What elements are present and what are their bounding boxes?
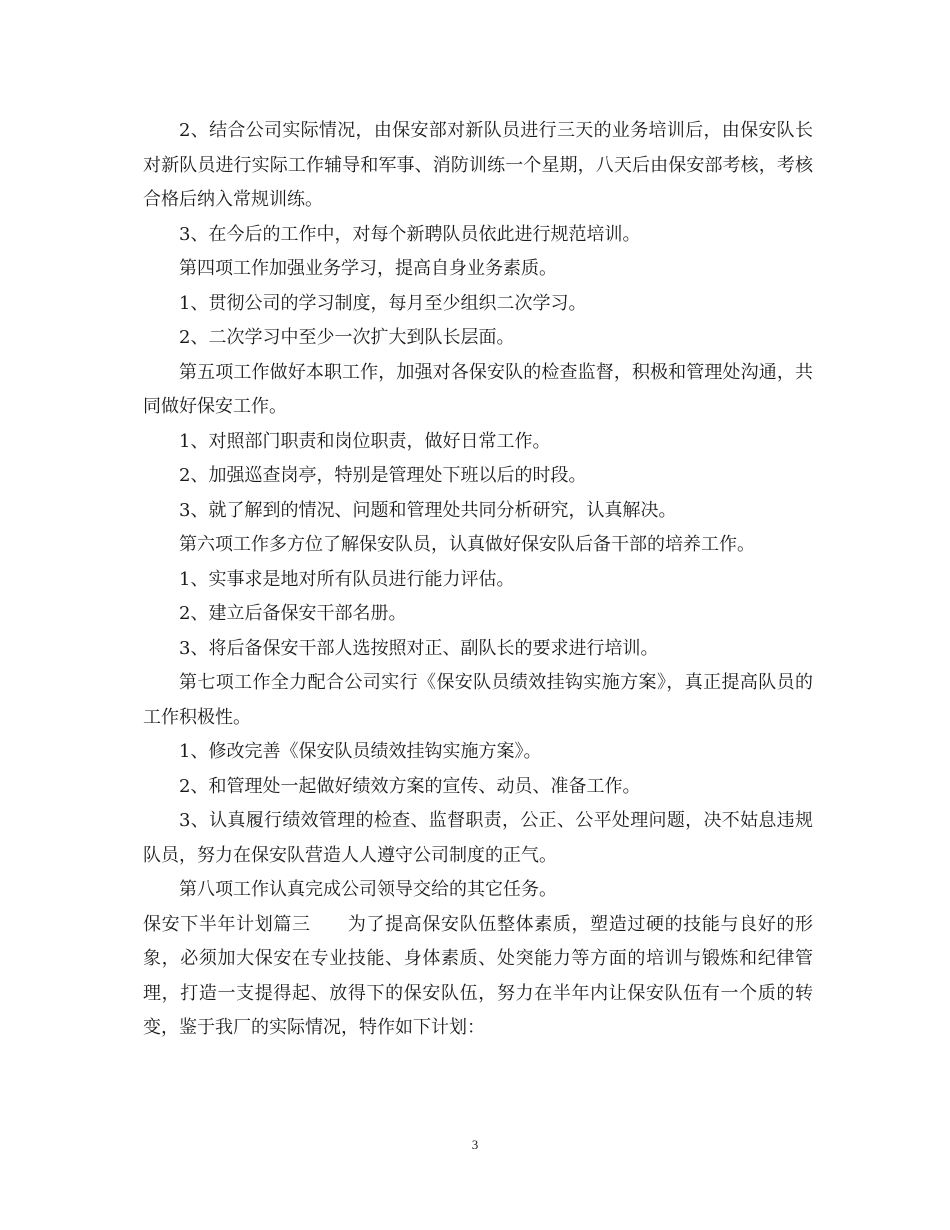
paragraph-19: 保安下半年计划篇三 为了提高保安队伍整体素质，塑造过硬的技能与良好的形象，必须加大保安在专业技能、身体素质、处突能力等方面的培训与锻炼和纪律管理，打造一支提得起、放得下的保安队伍，努力在半年内让保安队伍有一个质的转变，鉴于我厂的实际情况，特作如下计划： [143, 913, 813, 1038]
paragraph-13: 3、将后备保安干部人选按照对正、副队长的要求进行培训。 [179, 637, 659, 659]
page-number: 3 [471, 1137, 479, 1152]
paragraph-16: 2、和管理处一起做好绩效方案的宣传、动员、准备工作。 [179, 775, 641, 797]
paragraph-8: 2、加强巡查岗亭，特别是管理处下班以后的时段。 [179, 465, 587, 486]
paragraph-10: 第六项工作多方位了解保安队员，认真做好保安队后备干部的培养工作。 [179, 534, 755, 555]
document-body [143, 114, 813, 1046]
paragraph-2: 3、在今后的工作中，对每个新聘队员依此进行规范培训。 [179, 223, 641, 245]
paragraph-9: 3、就了解到的情况、问题和管理处共同分析研究，认真解决。 [179, 499, 677, 521]
paragraph-3: 第四项工作加强业务学习，提高自身业务素质。 [179, 258, 557, 279]
paragraph-11: 1、实事求是地对所有队员进行能力评估。 [179, 568, 515, 590]
paragraph-12: 2、建立后备保安干部名册。 [179, 603, 407, 624]
paragraph-17: 3、认真履行绩效管理的检查、监督职责，公正、公平处理问题，决不姑息违规队员，努力在保安队营造人人遵守公司制度的正气。 [143, 810, 813, 866]
paragraph-5: 2、二次学习中至少一次扩大到队长层面。 [179, 327, 515, 348]
paragraph-6: 第五项工作做好本职工作，加强对各保安队的检查监督，积极和管理处沟通，共同做好保安工作。 [143, 361, 813, 417]
paragraph-1: 2、结合公司实际情况，由保安部对新队员进行三天的业务培训后，由保安队长对新队员进行实际工作辅导和军事、消防训练一个星期，八天后由保安部考核，考核合格后纳入常规训练。 [143, 120, 813, 210]
paragraph-7: 1、对照部门职责和岗位职责，做好日常工作。 [179, 430, 551, 452]
paragraph-14: 第七项工作全力配合公司实行《保安队员绩效挂钩实施方案》，真正提高队员的工作积极性。 [143, 672, 813, 728]
paragraph-15: 1、修改完善《保安队员绩效挂钩实施方案》。 [179, 741, 542, 762]
paragraph-4: 1、贯彻公司的学习制度，每月至少组织二次学习。 [179, 292, 587, 314]
paragraph-18: 第八项工作认真完成公司领导交给的其它任务。 [179, 879, 557, 900]
